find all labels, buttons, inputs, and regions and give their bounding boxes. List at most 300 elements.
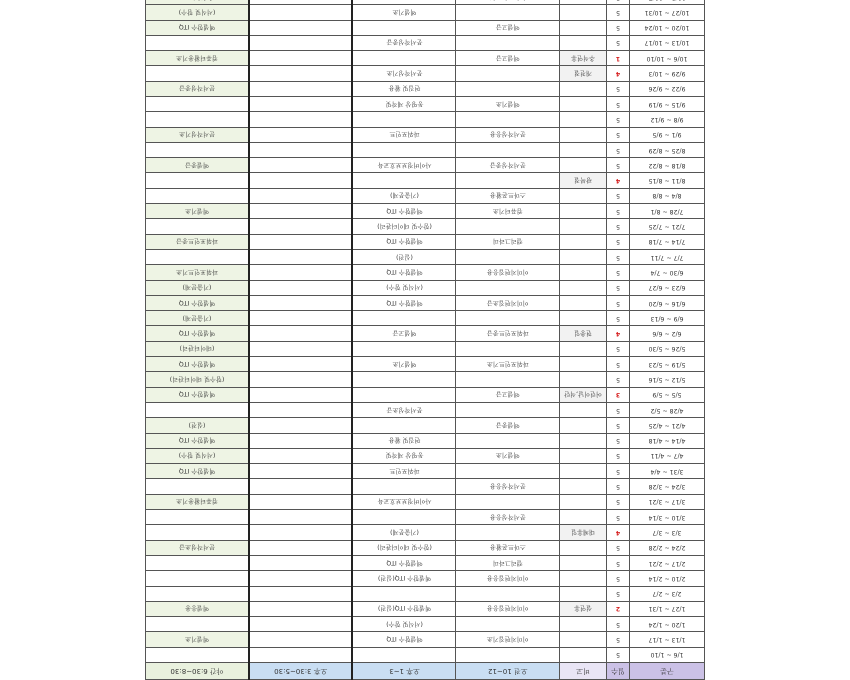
week-separator: ~ (660, 406, 670, 414)
week-separator: ~ (662, 146, 672, 154)
pm1-cell: 엑셀함수 ITQ (353, 265, 457, 280)
week-start: 3/31 (669, 467, 684, 475)
eve-cell (146, 66, 250, 81)
week-start: 3/10 (671, 513, 686, 521)
table-row (146, 204, 705, 219)
table-row (146, 173, 705, 188)
pm2-cell (249, 158, 353, 173)
eve-cell: 엑셀기초 (146, 632, 250, 647)
week-separator: ~ (662, 345, 672, 353)
table-row (146, 188, 705, 203)
note-cell (560, 249, 607, 264)
am-cell: 문서작성응용 (456, 127, 560, 142)
week-separator: ~ (662, 39, 672, 47)
pm1-cell: (함수및 데이터관리) (353, 219, 457, 234)
table-row (146, 97, 705, 112)
week-cell (630, 295, 705, 310)
week-cell (630, 372, 705, 387)
pm1-cell: 엑셀기초 (353, 357, 457, 372)
week-cell (630, 510, 705, 525)
pm1-cell (353, 510, 457, 525)
week-separator: ~ (662, 70, 672, 78)
pm1-cell: 문서작성중급 (353, 35, 457, 50)
pm2-cell (249, 464, 353, 479)
note-cell (560, 280, 607, 295)
week-start: 7/28 (669, 207, 684, 215)
eve-cell: 엑셀함수 ITQ (146, 357, 250, 372)
week-start: 3/17 (671, 498, 686, 506)
days-cell: 5 (607, 265, 630, 280)
table-row (146, 265, 705, 280)
pm1-cell: 엑셀고급 (353, 326, 457, 341)
pm1-cell: 엑셀함수 ITQ (353, 234, 457, 249)
pm2-cell (249, 632, 353, 647)
pm1-cell: 엑셀함수 ITQ (353, 204, 457, 219)
week-start: 4/7 (673, 452, 684, 460)
week-cell (630, 387, 705, 402)
am-cell (456, 433, 560, 448)
header-am: 오전 10~12 (456, 663, 560, 680)
am-cell: 문서작성중급 (456, 158, 560, 173)
am-cell (456, 372, 560, 387)
days-cell: 5 (607, 448, 630, 463)
am-cell (456, 647, 560, 662)
pm1-cell (353, 142, 457, 157)
week-separator: ~ (662, 437, 672, 445)
note-cell (560, 20, 607, 35)
week-end: 10/24 (644, 24, 663, 32)
eve-cell (146, 97, 250, 112)
week-separator: ~ (660, 207, 670, 215)
pm2-cell (249, 280, 353, 295)
week-start: 5/19 (671, 360, 686, 368)
week-cell (630, 142, 705, 157)
pm1-cell (353, 418, 457, 433)
week-cell (630, 402, 705, 417)
days-cell: 3 (607, 387, 630, 402)
table-row (146, 66, 705, 81)
pm2-cell (249, 433, 353, 448)
table-row (146, 510, 705, 525)
am-cell (456, 112, 560, 127)
am-cell: 이미지편집기초 (456, 632, 560, 647)
week-end: 7/11 (650, 253, 665, 261)
week-start: 5/5 (671, 391, 682, 399)
header-pm2: 오후 3:30~5:30 (249, 663, 353, 680)
am-cell (456, 311, 560, 326)
week-end: 6/27 (648, 284, 663, 292)
eve-cell: 파워포인트중급 (146, 234, 250, 249)
week-start: 1/13 (671, 636, 686, 644)
note-cell (560, 479, 607, 494)
pm2-cell (249, 510, 353, 525)
days-cell: 5 (607, 540, 630, 555)
header-days: 일수 (607, 663, 630, 680)
note-cell (560, 357, 607, 372)
week-start: 2/10 (671, 574, 686, 582)
eve-cell (146, 112, 250, 127)
week-cell (630, 555, 705, 570)
week-start: 3/3 (671, 528, 682, 536)
week-end: 10/10 (646, 54, 665, 62)
week-separator: ~ (662, 513, 672, 521)
week-cell (630, 357, 705, 372)
week-separator: ~ (662, 483, 672, 491)
pm1-cell: (서식및 함수) (353, 617, 457, 632)
week-separator: ~ (662, 605, 672, 613)
eve-cell (146, 35, 250, 50)
week-end: 2/21 (648, 559, 663, 567)
am-cell (456, 173, 560, 188)
week-separator: ~ (662, 299, 672, 307)
am-cell (456, 66, 560, 81)
pm2-cell (249, 525, 353, 540)
week-end: 8/22 (648, 161, 663, 169)
header-eve: 야간 6:30~8:30 (146, 663, 250, 680)
pm2-cell (249, 479, 353, 494)
week-separator: ~ (662, 177, 672, 185)
eve-cell: 엑셀함수 ITQ (146, 433, 250, 448)
week-start: 6/9 (673, 314, 684, 322)
days-cell: 5 (607, 311, 630, 326)
week-separator: ~ (662, 161, 672, 169)
week-start: 4/28 (669, 406, 684, 414)
days-cell: 5 (607, 295, 630, 310)
am-cell (456, 525, 560, 540)
week-end: 4/25 (648, 421, 663, 429)
note-cell: 현충일 (560, 326, 607, 341)
days-cell: 5 (607, 647, 630, 662)
note-cell (560, 188, 607, 203)
week-cell (630, 540, 705, 555)
am-cell: 엑셀고급 (456, 387, 560, 402)
am-cell: 이미지편집초급 (456, 295, 560, 310)
week-separator: ~ (662, 559, 672, 567)
table-row (146, 479, 705, 494)
week-cell (630, 5, 705, 20)
days-cell: 4 (607, 525, 630, 540)
am-cell: 이미지편집응용 (456, 265, 560, 280)
week-start: 8/4 (671, 192, 682, 200)
pm2-cell (249, 647, 353, 662)
pm1-cell: 사이버정보보호교육 (353, 158, 457, 173)
week-separator: ~ (664, 54, 674, 62)
week-end: 7/25 (648, 223, 663, 231)
table-row (146, 20, 705, 35)
eve-cell (146, 647, 250, 662)
week-start: 1/27 (671, 605, 686, 613)
days-cell: 5 (607, 188, 630, 203)
table-row (146, 586, 705, 601)
week-cell (630, 234, 705, 249)
note-cell (560, 617, 607, 632)
header-row (146, 663, 705, 680)
week-cell (630, 601, 705, 616)
week-cell (630, 311, 705, 326)
pm2-cell (249, 265, 353, 280)
pm1-cell: 엑셀함수 ITQ (353, 555, 457, 570)
week-cell (630, 158, 705, 173)
week-separator: ~ (662, 284, 672, 292)
week-end: 8/1 (650, 207, 661, 215)
eve-cell (146, 402, 250, 417)
pm2-cell (249, 249, 353, 264)
note-cell (560, 5, 607, 20)
week-separator: ~ (662, 574, 672, 582)
days-cell: 5 (607, 112, 630, 127)
table-row (146, 494, 705, 509)
schedule-body (146, 0, 705, 663)
pm1-cell: 엑셀함수 ITQ(실전) (353, 601, 457, 616)
pm2-cell (249, 372, 353, 387)
eve-cell: 파워포인트기초 (146, 265, 250, 280)
eve-cell (146, 586, 250, 601)
week-cell (630, 632, 705, 647)
days-cell: 5 (607, 142, 630, 157)
table-row (146, 555, 705, 570)
pm1-cell: (서식및 함수) (353, 280, 457, 295)
pm1-cell (353, 51, 457, 66)
week-end: 2/7 (652, 590, 663, 598)
schedule-table (145, 0, 705, 680)
week-end: 7/4 (650, 268, 661, 276)
table-row (146, 295, 705, 310)
pm2-cell (249, 5, 353, 20)
am-cell (456, 35, 560, 50)
days-cell: 5 (607, 219, 630, 234)
am-cell: 문서작성응용 (456, 479, 560, 494)
table-row (146, 418, 705, 433)
pm1-cell: 파워포인트 (353, 464, 457, 479)
week-separator: ~ (662, 85, 672, 93)
week-separator: ~ (660, 268, 670, 276)
header-week: 구분 (630, 663, 705, 680)
table-row (146, 326, 705, 341)
week-start: 8/18 (671, 161, 686, 169)
pm1-cell: 동영상 제작및 (353, 97, 457, 112)
am-cell (456, 586, 560, 601)
week-separator: ~ (662, 131, 672, 139)
note-cell: 대체휴일 (560, 525, 607, 540)
am-cell: 스마트폰활용 (456, 540, 560, 555)
pm1-cell (353, 173, 457, 188)
week-start: 2/24 (671, 544, 686, 552)
week-end: 1/17 (648, 636, 663, 644)
days-cell: 5 (607, 418, 630, 433)
am-cell (456, 219, 560, 234)
pm2-cell (249, 81, 353, 96)
table-row (146, 280, 705, 295)
eve-cell: (서식및 함수) (146, 5, 250, 20)
pm2-cell (249, 173, 353, 188)
week-cell (630, 265, 705, 280)
header-pm1: 오후 1~3 (353, 663, 457, 680)
am-cell (456, 0, 560, 5)
days-cell: 5 (607, 97, 630, 112)
week-start: 9/8 (673, 115, 684, 123)
table-row (146, 632, 705, 647)
week-cell (630, 280, 705, 295)
days-cell: 5 (607, 510, 630, 525)
week-end: 5/23 (648, 360, 663, 368)
week-separator: ~ (660, 467, 670, 475)
am-cell (456, 280, 560, 295)
days-cell: 4 (607, 173, 630, 188)
table-row (146, 525, 705, 540)
table-row (146, 51, 705, 66)
table-row (146, 5, 705, 20)
table-row (146, 0, 705, 5)
pm2-cell (249, 311, 353, 326)
week-start: 9/22 (671, 85, 686, 93)
table-row (146, 341, 705, 356)
week-end: 10/17 (644, 39, 663, 47)
week-cell (630, 647, 705, 662)
table-row (146, 311, 705, 326)
table-row (146, 601, 705, 616)
eve-cell (146, 510, 250, 525)
table-row (146, 249, 705, 264)
week-cell (630, 341, 705, 356)
week-separator: ~ (662, 421, 672, 429)
week-cell (630, 525, 705, 540)
week-separator: ~ (662, 330, 672, 338)
eve-cell: 엑셀중급 (146, 158, 250, 173)
table-row (146, 571, 705, 586)
week-start: 4/14 (671, 437, 686, 445)
week-start: 8/11 (671, 177, 686, 185)
pm1-cell (353, 0, 457, 5)
days-cell: 2 (607, 601, 630, 616)
table-row (146, 219, 705, 234)
note-cell: 어린이날,석탄 (560, 387, 607, 402)
week-end (649, 0, 663, 1)
week-cell (630, 173, 705, 188)
week-end: 5/16 (648, 376, 663, 384)
days-cell: 5 (607, 127, 630, 142)
pm2-cell (249, 601, 353, 616)
week-cell (630, 448, 705, 463)
week-cell (630, 586, 705, 601)
days-cell: 5 (607, 5, 630, 20)
table-row (146, 142, 705, 157)
week-end: 1/31 (648, 605, 663, 613)
eve-cell: 엑셀함수 ITQ (146, 295, 250, 310)
week-start (672, 0, 686, 1)
schedule-sheet (145, 0, 705, 680)
eve-cell (146, 0, 250, 5)
pm2-cell (249, 295, 353, 310)
week-start: 6/23 (671, 284, 686, 292)
week-separator: ~ (662, 498, 672, 506)
am-cell: 캘리그라피 (456, 555, 560, 570)
pm2-cell (249, 402, 353, 417)
week-end: 1/24 (648, 620, 663, 628)
am-cell (456, 341, 560, 356)
pm1-cell: 편집및 활용 (353, 81, 457, 96)
week-separator: ~ (662, 238, 672, 246)
pm2-cell (249, 35, 353, 50)
pm1-cell (353, 372, 457, 387)
am-cell (456, 249, 560, 264)
week-separator: ~ (662, 360, 672, 368)
week-separator: ~ (662, 391, 672, 399)
week-end: 5/9 (652, 391, 663, 399)
days-cell: 5 (607, 81, 630, 96)
pm1-cell: 편집및 활용 (353, 433, 457, 448)
week-separator: ~ (662, 590, 672, 598)
note-cell (560, 402, 607, 417)
table-row (146, 448, 705, 463)
pm2-cell (249, 418, 353, 433)
week-end: 6/6 (652, 330, 663, 338)
week-end: 4/11 (650, 452, 665, 460)
am-cell (456, 5, 560, 20)
pm2-cell (249, 112, 353, 127)
week-cell (630, 127, 705, 142)
pm1-cell (353, 387, 457, 402)
pm1-cell: 엑셀함수 ITQ (353, 632, 457, 647)
am-cell (456, 617, 560, 632)
week-end: 8/8 (652, 192, 663, 200)
eve-cell (146, 571, 250, 586)
pm2-cell (249, 617, 353, 632)
week-start: 5/12 (671, 376, 686, 384)
week-separator (662, 0, 671, 1)
note-cell (560, 494, 607, 509)
table-row (146, 112, 705, 127)
eve-cell: (기출문제) (146, 311, 250, 326)
note-cell (560, 35, 607, 50)
week-start: 10/20 (671, 24, 690, 32)
pm1-cell: (함수및 데이터관리) (353, 540, 457, 555)
eve-cell: 엑셀기초 (146, 204, 250, 219)
table-row (146, 540, 705, 555)
days-cell: 4 (607, 326, 630, 341)
note-cell (560, 540, 607, 555)
week-start: 1/20 (671, 620, 686, 628)
week-separator: ~ (662, 192, 672, 200)
week-end: 3/14 (648, 513, 663, 521)
week-start: 10/27 (671, 8, 690, 16)
week-end: 4/18 (648, 437, 663, 445)
days-cell: 5 (607, 234, 630, 249)
week-cell (630, 0, 705, 5)
week-end: 5/2 (650, 406, 661, 414)
pm1-cell (353, 479, 457, 494)
note-cell (560, 127, 607, 142)
days-cell: 5 (607, 372, 630, 387)
week-end: 10/31 (644, 8, 663, 16)
days-cell: 5 (607, 617, 630, 632)
table-row (146, 357, 705, 372)
pm2-cell (249, 0, 353, 5)
days-cell: 5 (607, 464, 630, 479)
pm1-cell: 문서작성초급 (353, 402, 457, 417)
am-cell (456, 81, 560, 96)
week-start: 9/1 (671, 131, 682, 139)
week-start: 7/7 (673, 253, 684, 261)
week-start: 7/14 (671, 238, 686, 246)
week-separator: ~ (662, 620, 672, 628)
week-cell (630, 464, 705, 479)
am-cell (456, 464, 560, 479)
pm1-cell (353, 647, 457, 662)
pm2-cell (249, 66, 353, 81)
table-row (146, 617, 705, 632)
week-start: 4/21 (671, 421, 686, 429)
pm2-cell (249, 97, 353, 112)
